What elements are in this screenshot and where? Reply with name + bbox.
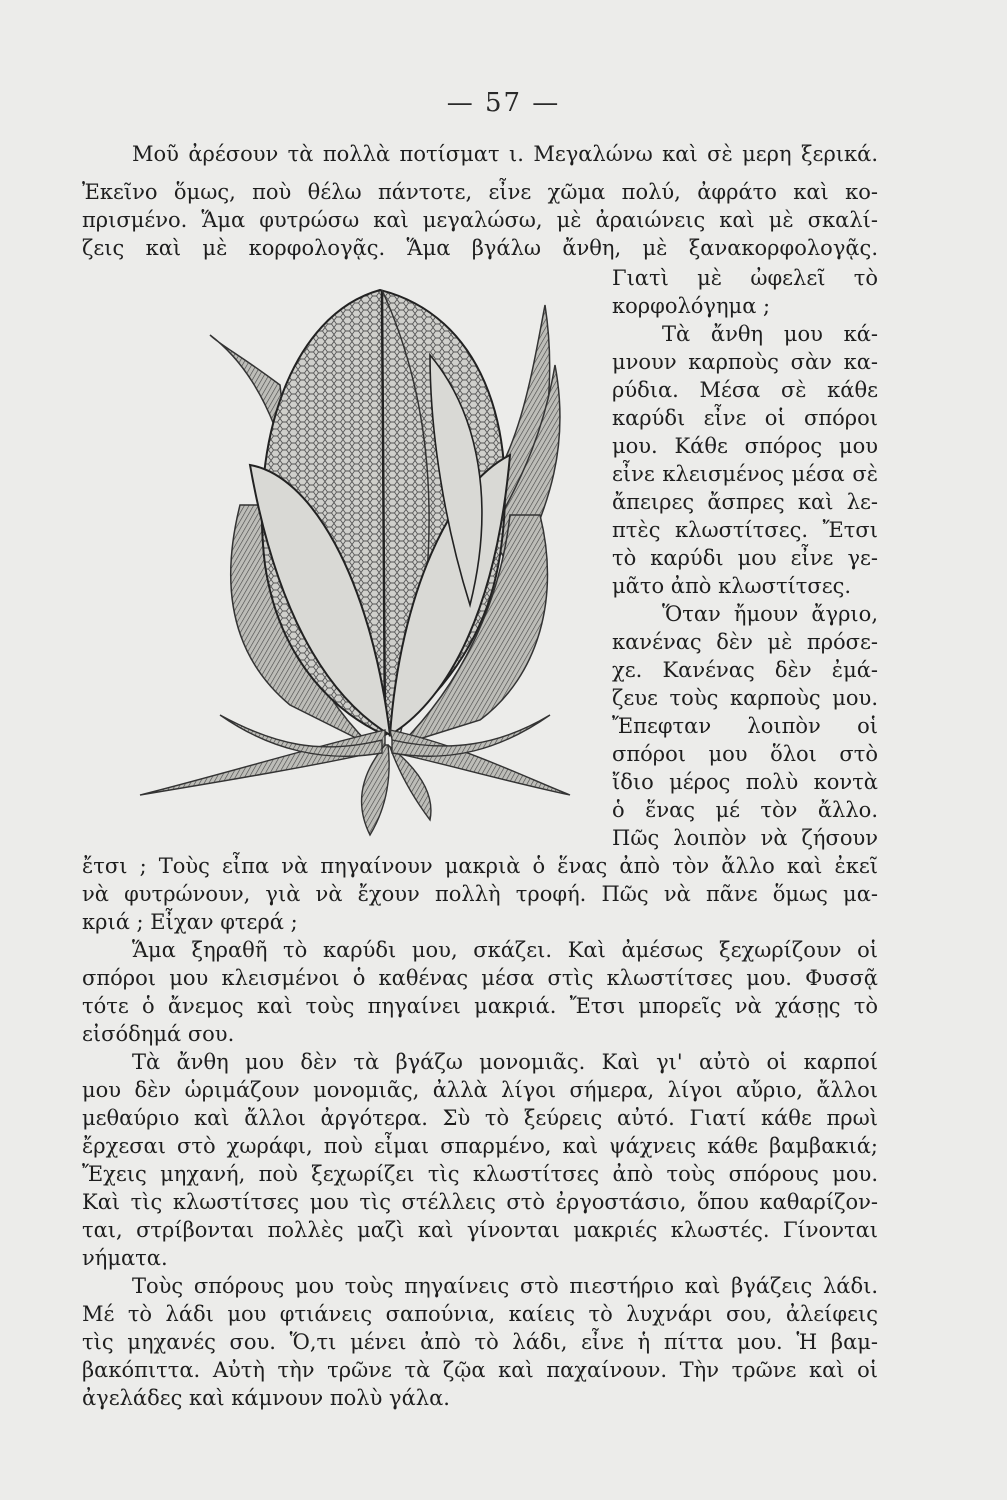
text-line: τὶς μηχανές σου. Ὅ,τι μένει ἀπὸ τὸ λάδι, εἶνε ἡ πίττα μου. Ἡ βαμ-: [82, 1330, 878, 1354]
text-line: εἶνε κλεισμένος μέσα σὲ: [612, 462, 878, 486]
text-line: μου δὲν ὡριμάζουν μονομιᾶς, ἀλλὰ λίγοι σήμερα, λίγοι αὔριο, ἄλλοι: [82, 1078, 878, 1102]
text-line: χε. Κανένας δὲν ἐμά-: [612, 658, 878, 682]
text-line: μεθαύριο καὶ ἄλλοι ἀργότερα. Σὺ τὸ ξεύρεις αὐτό. Γιατί κάθε πρωὶ: [82, 1106, 878, 1130]
text-line: τὸ καρύδι μου εἶνε γε-: [612, 546, 878, 570]
text-line: μᾶτο ἀπὸ κλωστίτσες.: [612, 574, 852, 598]
text-line: σπόροι μου κλεισμένοι ὁ καθένας μέσα στὶς κλωστίτσες μου. Φυσσᾷ: [82, 966, 878, 990]
text-line: ζεις καὶ μὲ κορφολογᾷς. Ἅμα βγάλω ἄνθη, μὲ ξανακορφολογᾷς.: [82, 236, 878, 260]
text-line: νὰ φυτρώνουν, γιὰ νὰ ἔχουν πολλὴ τροφή. Πῶς νὰ πᾶνε ὅμως μα-: [82, 882, 878, 906]
text-line: πρισμένο. Ἅμα φυτρώσω καὶ μεγαλώσω, μὲ ἀραιώνεις καὶ μὲ σκαλί-: [82, 208, 878, 232]
text-line: μνουν καρποὺς σὰν κα-: [612, 350, 878, 374]
text-line: Ἐκεῖνο ὅμως, ποὺ θέλω πάντοτε, εἶνε χῶμα πολύ, ἀφράτο καὶ κο-: [82, 180, 878, 204]
text-line: νήματα.: [82, 1246, 168, 1270]
text-line: Γιατὶ μὲ ὠφελεῖ τὸ: [612, 266, 878, 290]
text-line: ἀγελάδες καὶ κάμνουν πολὺ γάλα.: [82, 1386, 450, 1410]
text-line: Καὶ τὶς κλωστίτσες μου τὶς στέλλεις στὸ ἐργοστάσιο, ὅπου καθαρίζον-: [82, 1190, 878, 1214]
text-line: σπόροι μου ὅλοι στὸ: [612, 742, 878, 766]
text-line: ἴδιο μέρος πολὺ κοντὰ: [612, 770, 878, 794]
text-line: Μοῦ ἀρέσουν τὰ πολλὰ ποτίσματ ι. Μεγαλώνω καὶ σὲ μερη ξερικά.: [132, 142, 878, 166]
text-line: Ἅμα ξηραθῆ τὸ καρύδι μου, σκάζει. Καὶ ἀμέσως ξεχωρίζουν οἱ: [132, 938, 878, 962]
cotton-boll-illustration: [100, 275, 590, 840]
text-line: Ὅταν ἤμουν ἄγριο,: [662, 602, 878, 626]
text-line: Ἔπεφταν λοιπὸν οἱ: [612, 714, 878, 738]
text-line: βακόπιττα. Αὐτὴ τὴν τρῶνε τὰ ζῷα καὶ παχαίνουν. Τὴν τρῶνε καὶ οἱ: [82, 1358, 878, 1382]
text-line: μου. Κάθε σπόρος μου: [612, 434, 878, 458]
page-number: — 57 —: [446, 88, 561, 118]
text-line: πτὲς κλωστίτσες. Ἔτσι: [612, 518, 878, 542]
text-line: καρύδι εἶνε οἱ σπόροι: [612, 406, 878, 430]
text-line: κανένας δὲν μὲ πρόσε-: [612, 630, 878, 654]
text-line: τότε ὁ ἄνεμος καὶ τοὺς πηγαίνει μακριά. Ἔτσι μπορεῖς νὰ χάσῃς τὸ: [82, 994, 878, 1018]
text-line: εἰσόδημά σου.: [82, 1022, 235, 1046]
text-line: ρύδια. Μέσα σὲ κάθε: [612, 378, 878, 402]
text-line: Μέ τὸ λάδι μου φτιάνεις σαπούνια, καίεις τὸ λυχνάρι σου, ἀλείφεις: [82, 1302, 878, 1326]
text-line: ἔτσι ; Τοὺς εἶπα νὰ πηγαίνουν μακριὰ ὁ ἕνας ἀπὸ τὸν ἄλλο καὶ ἐκεῖ: [82, 854, 878, 878]
text-line: ζευε τοὺς καρποὺς μου.: [612, 686, 878, 710]
text-line: ται, στρίβονται πολλὲς μαζὶ καὶ γίνονται μακριές κλωστές. Γίνονται: [82, 1218, 878, 1242]
text-line: Τὰ ἄνθη μου κά-: [662, 322, 878, 346]
text-line: Πῶς λοιπὸν νὰ ζήσουν: [612, 826, 878, 850]
text-line: κορφολόγημα ;: [612, 294, 771, 318]
text-line: Τοὺς σπόρους μου τοὺς πηγαίνεις στὸ πιεστήριο καὶ βγάζεις λάδι.: [132, 1274, 878, 1298]
text-line: Ἔχεις μηχανή, ποὺ ξεχωρίζει τὶς κλωστίτσες ἀπὸ τοὺς σπόρους μου.: [82, 1162, 878, 1186]
text-line: ἔρχεσαι στὸ χωράφι, ποὺ εἶμαι σπαρμένο, καὶ ψάχνεις κάθε βαμβακιά;: [82, 1134, 878, 1158]
text-line: ἄπειρες ἄσπρες καὶ λε-: [612, 490, 878, 514]
text-line: ὁ ἕνας μέ τὸν ἄλλο.: [612, 798, 878, 822]
text-line: Τὰ ἄνθη μου δὲν τὰ βγάζω μονομιᾶς. Καὶ γι' αὐτὸ οἱ καρποί: [132, 1050, 878, 1074]
text-line: κριά ; Εἶχαν φτερά ;: [82, 910, 298, 934]
